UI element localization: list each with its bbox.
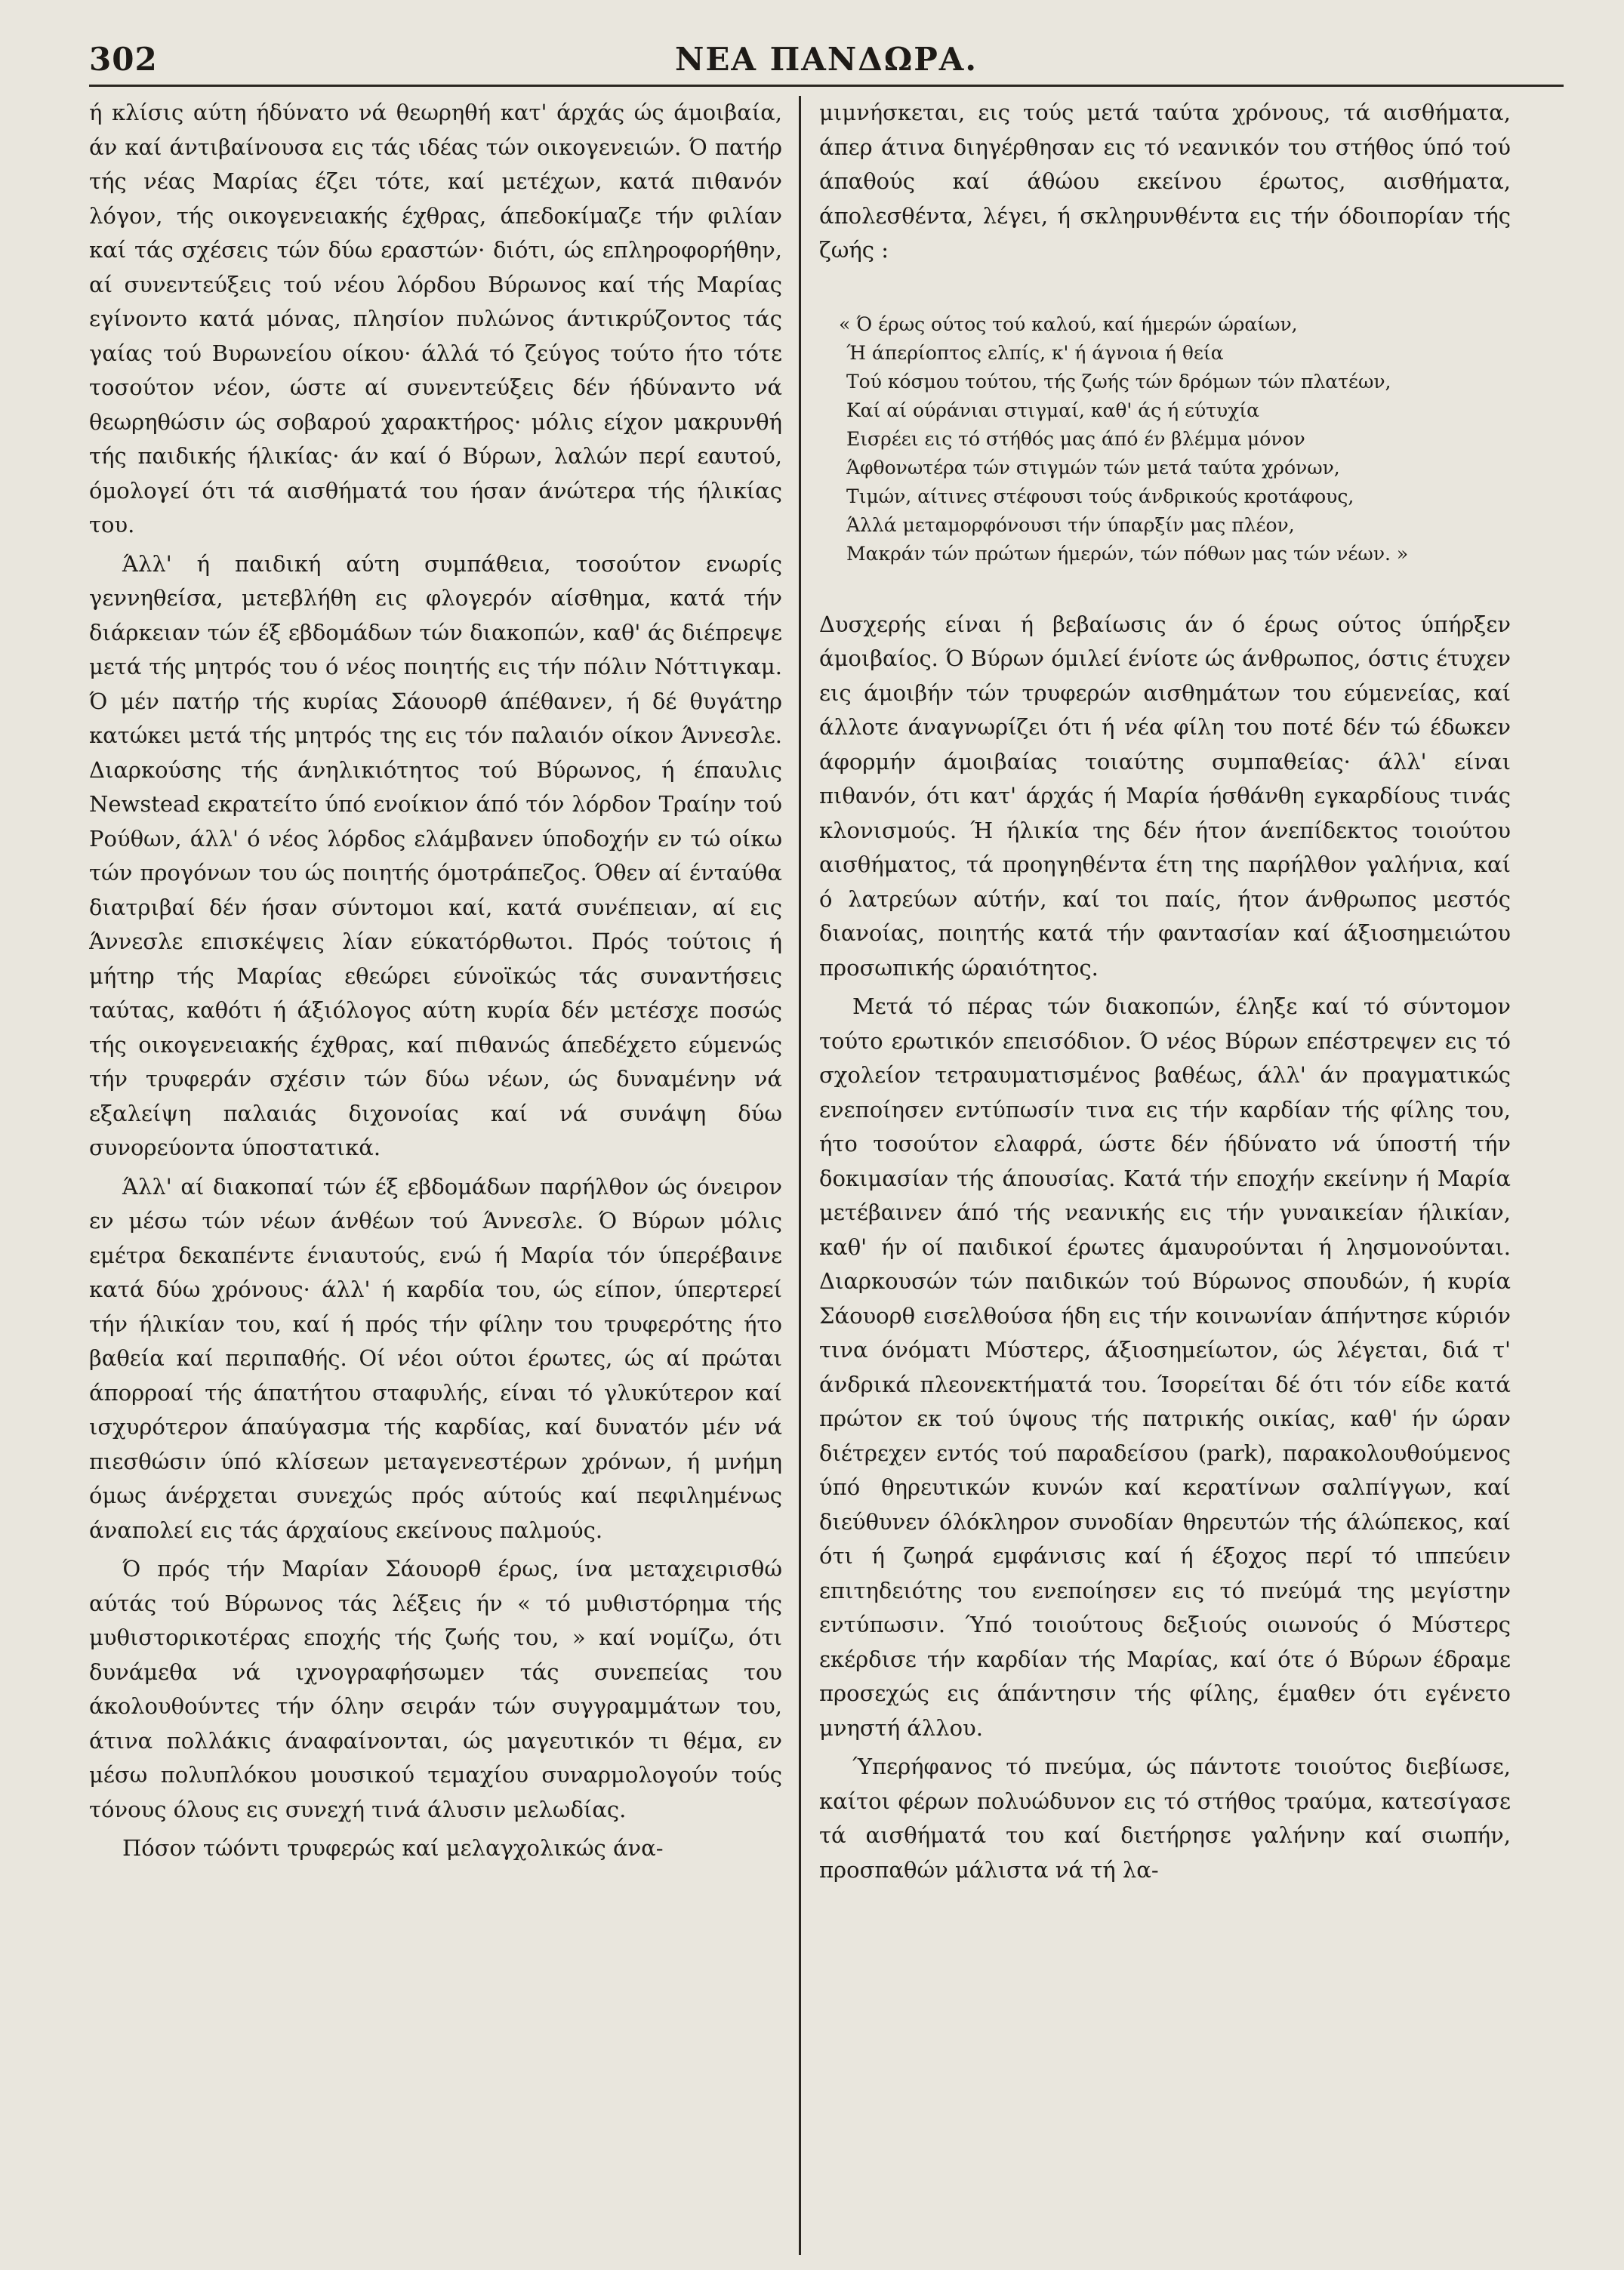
paragraph: μιμνήσκεται, εις τούς μετά ταύτα χρόνους, τά αισθήματα, άπερ άτινα διηγέρθησαν εις τό νεανικόν του στήθος ύπό τού άπαθούς καί άθώου εκείνου έρωτος, αισθήματα, άπολεσθέντα, λέγει, ή σκληρυνθέντα εις τήν όδοιπορίαν τής ζωής : (819, 100, 1511, 263)
poem-line: Άλλά μεταμορφόνουσι τήν ύπαρξίν μας πλέον, (846, 513, 1295, 536)
poem-line: Ή άπερίοπτος ελπίς, κ' ή άγνοια ή θεία (846, 341, 1224, 364)
poem-line: Μακράν τών πρώτων ήμερών, τών πόθων μας τών νέων. » (846, 542, 1409, 565)
paragraph: Πόσον τώόντι τρυφερώς καί μελαγχολικώς άνα- (122, 1835, 664, 1861)
paragraph: Ό πρός τήν Μαρίαν Σάουορθ έρως, ίνα μεταχειρισθώ αύτάς τού Βύρωνος τάς λέξεις ήν « τό μυθιστόρημα τής μυθιστορικοτέρας εποχής τής ζωής του, » καί νομίζω, ότι δυνάμεθα νά ιχνογραφήσωμεν τάς συνεπείας του άκολουθούντες τήν όλην σειράν τών συγγραμμάτων του, άτινα πολλάκις άναφαίνονται, ώς μαγευτικόν τι θέμα, εν μέσω πολυπλόκου μουσικού τεμαχίου συναρμολογούν τούς τόνους όλους εις συνεχή τινά άλυσιν μελωδίας. (89, 1556, 782, 1822)
poem-line: Τού κόσμου τούτου, τής ζωής τών δρόμων τών πλατέων, (846, 370, 1391, 393)
paragraph: Δυσχερής είναι ή βεβαίωσις άν ό έρως ούτος ύπήρξεν άμοιβαίος. Ό Βύρων όμιλεί ένίοτε ώς άνθρωπος, όστις έτυχεν εις άμοιβήν τών τρυφερών αισθημάτων του εύμενείας, καί άλλοτε άναγνωρίζει ότι ή νέα φίλη του ποτέ δέν τώ έδωκεν άφορμήν άμοιβαίας τοιαύτης συμπαθείας· άλλ' είναι πιθανόν, ότι κατ' άρχάς ή Μαρία ήσθάνθη εγκαρδίους τινάς κλονισμούς. Ή ήλικία της δέν ήτον άνεπίδεκτος τοιούτου αισθήματος, τά προηγηθέντα έτη της παρήλθον γαλήνια, καί ό λατρεύων αύτήν, καί τοι παίς, ήτον άνθρωπος μεστός διανοίας, ποιητής κατά τήν φαντασίαν καί άξιοσημειώτου προσωπικής ώραιότητος. (819, 611, 1511, 981)
paragraph: Άλλ' ή παιδική αύτη συμπάθεια, τοσούτον ενωρίς γεννηθείσα, μετεβλήθη εις φλογερόν αίσθημα, κατά τήν διάρκειαν τών έξ εβδομάδων τών διακοπών, καθ' άς διέπρεψε μετά τής μητρός του ό νέος ποιητής εις τήν πόλιν Νόττιγκαμ. Ό μέν πατήρ τής κυρίας Σάουορθ άπέθανεν, ή δέ θυγάτηρ κατώκει μετά τής μητρός της εις τόν παλαιόν οίκον Άννεσλε. Διαρκούσης τής άνηλικιότητος τού Βύρωνος, ή έπαυλις Newstead εκρατείτο ύπό ενοίκιον άπό τόν λόρδον Τραίην τού Ρούθων, άλλ' ό νέος λόρδος ελάμβανεν ύποδοχήν εν τώ οίκω τών προγόνων του ώς ποιητής όμοτράπεζος. Όθεν αί ένταύθα διατριβαί δέν ήσαν σύντομοι καί, κατά συνέπειαν, αί εις Άννεσλε επισκέψεις λίαν εύκατόρθωτοι. Πρός τούτοις ή μήτηρ τής Μαρίας εθεώρει εύνοϊκώς τάς συναντήσεις ταύτας, καθότι ή άξιόλογος αύτη κυρία δέν μετέσχε ποσώς τής οικογενειακής έχθρας, καί πιθανώς άπεδέχετο εύμενώς τήν τρυφεράν σχέσιν τών δύω νέων, ώς δυναμένην νά εξαλείψη παλαιάς διχονοίας καί νά συνάψη δύω συνορεύοντα ύποστατικά. (89, 550, 782, 1160)
poem-quote (839, 310, 1511, 568)
page-header (89, 36, 1564, 87)
left-column (89, 96, 799, 2255)
right-column (801, 96, 1511, 2255)
paragraph: ή κλίσις αύτη ήδύνατο νά θεωρηθή κατ' άρχάς ώς άμοιβαία, άν καί άντιβαίνουσα εις τάς ιδέας τών οικογενειών. Ό πατήρ τής νέας Μαρίας έζει τότε, καί μετέχων, κατά πιθανόν λόγον, τής οικογενειακής έχθρας, άπεδοκίμαζε τήν φιλίαν καί τάς σχέσεις τών δύω εραστών· διότι, ώς επληροφορήθην, αί συνεντεύξεις τού νέου λόρδου Βύρωνος καί τής Μαρίας εγίνοντο κατά μόνας, πλησίον πυλώνος άντικρύζοντος τάς γαίας τού Βυρωνείου οίκου· άλλά τό ζεύγος τούτο ήτο τότε τοσούτον νέον, ώστε αί συνεντεύξεις δέν ήδύναντο νά θεωρηθώσιν ώς σοβαρού χαρακτήρος· μόλις είχον μακρυνθή τής παιδικής ήλικίας· άν καί ό Βύρων, λαλών περί εαυτού, όμολογεί ότι τά αισθήματά του ήσαν άνώτερα τής ήλικίας του. (89, 100, 782, 537)
text-columns (89, 96, 1564, 2255)
poem-line: « Ό έρως ούτος τού καλού, καί ήμερών ώραίων, (839, 313, 1298, 335)
page-number: 302 (89, 41, 158, 78)
paragraph: Μετά τό πέρας τών διακοπών, έληξε καί τό σύντομον τούτο ερωτικόν επεισόδιον. Ό νέος Βύρων επέστρεψεν εις τό σχολείον τετραυματισμένος βαθέως, άλλ' άν πραγματικώς ενεποίησεν εντύπωσίν τινα εις τήν καρδίαν τής φίλης του, ήτο τοσούτον ελαφρά, ώστε δέν ήδύνατο νά ύποστή τήν δοκιμασίαν τής άπουσίας. Κατά τήν εποχήν εκείνην ή Μαρία μετέβαινεν άπό τής νεανικής εις τήν γυναικείαν ήλικίαν, καθ' ήν οί παιδικοί έρωτες άμαυρούνται ή λησμονούνται. Διαρκουσών τών παιδικών τού Βύρωνος σπουδών, ή κυρία Σάουορθ εισελθούσα ήδη εις τήν κοινωνίαν άπήντησε κύριόν τινα όνόματι Μύστερς, άξιοσημείωτον, ώς λέγεται, διά τ' άνδρικά πλεονεκτήματά του. Ίσορείται δέ ότι τόν είδε κατά πρώτον εκ τού ύψους τής πατρικής οικίας, καθ' ήν ώραν διέτρεχεν εντός τού παραδείσου (park), παρακολουθούμενος ύπό θηρευτικών κυνών καί κερατίνων σαλπίγγων, καί διεύθυνεν όλόκληρον συνοδίαν θηρευτών τής άλώπεκος, καί ότι ή ζωηρά εμφάνισις καί ή έξοχος περί τό ιππεύειν επιτηδειότης του ενεποίησεν εις τό πνεύμά της μεγίστην εντύπωσιν. Ύπό τοιούτους δεξιούς οιωνούς ό Μύστερς εκέρδισε τήν καρδίαν τής Μαρίας, καί ότε ό Βύρων έδραμε προσεχώς εις άπάντησιν τής φίλης, έμαθεν ότι εγένετο μνηστή άλλου. (819, 993, 1511, 1741)
paragraph: Άλλ' αί διακοπαί τών έξ εβδομάδων παρήλθον ώς όνειρον εν μέσω τών νέων άνθέων τού Άννεσλε. Ό Βύρων μόλις εμέτρα δεκαπέντε ένιαυτούς, ενώ ή Μαρία τόν ύπερέβαινε κατά δύω χρόνους· άλλ' ή καρδία του, ώς είπον, ύπερτερεί τήν ήλικίαν του, καί ή πρός τήν φίλην του τρυφερότης ήτο βαθεία καί περιπαθής. Οί νέοι ούτοι έρωτες, ώς αί πρώται άπορροαί τής άπατήτου σταφυλής, είναι τό γλυκύτερον καί ισχυρότερον άπαύγασμα τής καρδίας, καί δυνατόν μέν νά πιεσθώσιν ύπό κλίσεων μεταγενεστέρων χρόνων, ή μνήμη όμως άνέρχεται συνεχώς πρός αύτούς καί πεφιλημένως άναπολεί εις τάς άρχαίους εκείνους παλμούς. (89, 1173, 782, 1543)
poem-line: Εισρέει εις τό στήθός μας άπό έν βλέμμα μόνον (846, 427, 1305, 450)
running-title: ΝΕΑ ΠΑΝΔΩΡΑ. (674, 41, 978, 78)
poem-line: Καί αί ούράνιαι στιγμαί, καθ' άς ή εύτυχία (846, 399, 1260, 421)
paragraph: Ύπερήφανος τό πνεύμα, ώς πάντοτε τοιούτος διεβίωσε, καίτοι φέρων πολυώδυνον εις τό στήθος τραύμα, κατεσίγασε τά αισθήματά του καί διετήρησε γαλήνην καί σιωπήν, προσπαθών μάλιστα νά τή λα- (819, 1754, 1511, 1883)
poem-line: Άφθονωτέρα τών στιγμών τών μετά ταύτα χρόνων, (846, 456, 1340, 479)
poem-line: Τιμών, αίτινες στέφουσι τούς άνδρικούς κροτάφους, (846, 485, 1354, 507)
